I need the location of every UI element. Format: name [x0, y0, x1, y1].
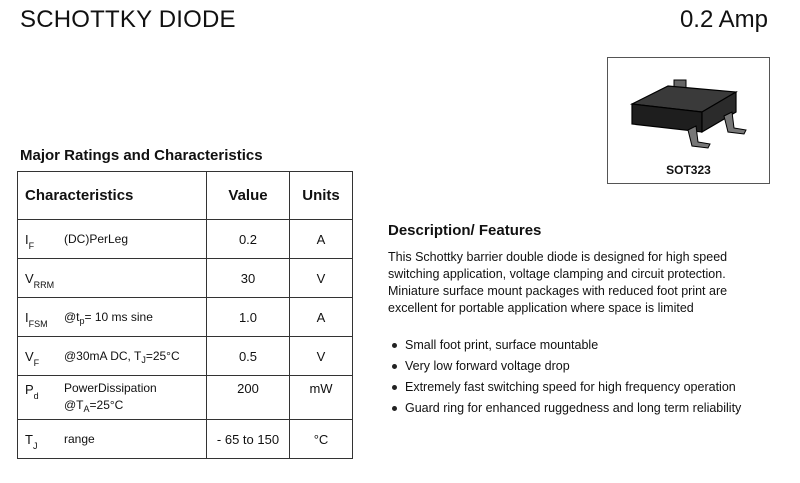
characteristic-cell	[18, 420, 207, 459]
parameter-condition: (DC)PerLeg	[64, 232, 129, 246]
table-row	[18, 420, 353, 459]
value-cell: 0.5	[207, 337, 290, 376]
value-cell: - 65 to 150	[207, 420, 290, 459]
list-item: Guard ring for enhanced ruggedness and long term reliability	[392, 401, 782, 416]
parameter-condition: range	[64, 432, 95, 446]
unit-cell: A	[290, 298, 353, 337]
characteristic-cell	[18, 376, 207, 420]
characteristic-cell	[18, 220, 207, 259]
bullet-icon	[392, 343, 397, 348]
list-item: Very low forward voltage drop	[392, 359, 782, 374]
characteristic-cell	[18, 259, 207, 298]
parameter-symbol: $I_F$	[25, 232, 35, 251]
unit-cell: A	[290, 220, 353, 259]
parameter-symbol: $I_{FSM}$	[25, 310, 48, 329]
package-label: SOT323	[666, 163, 711, 177]
value-cell: 1.0	[207, 298, 290, 337]
column-header-value: Value	[207, 172, 290, 220]
table-header-row	[18, 172, 353, 220]
table-row	[18, 376, 353, 420]
parameter-symbol: $V_{RRM}$	[25, 271, 55, 290]
value-cell: 30	[207, 259, 290, 298]
description-title: Description/ Features	[388, 222, 542, 239]
unit-cell: V	[290, 337, 353, 376]
unit-cell: °C	[290, 420, 353, 459]
value-cell: 0.2	[207, 220, 290, 259]
unit-cell: mW	[290, 376, 353, 420]
table-row	[18, 298, 353, 337]
parameter-symbol: $P_d$	[25, 382, 39, 401]
parameter-condition: $@t_p= 10$ ms sine	[64, 310, 153, 326]
list-item: Extremely fast switching speed for high frequency operation	[392, 380, 782, 395]
features-list	[392, 338, 782, 422]
current-rating: 0.2 Amp	[679, 6, 768, 33]
bullet-icon	[392, 406, 397, 411]
column-header-characteristics: Characteristics	[18, 172, 207, 220]
unit-cell: V	[290, 259, 353, 298]
sot323-package-image	[618, 66, 758, 158]
characteristic-cell	[18, 298, 207, 337]
list-item: Small foot print, surface mountable	[392, 338, 782, 353]
column-header-units: Units	[290, 172, 353, 220]
table-row	[18, 337, 353, 376]
parameter-condition: PowerDissipation $@T_A=25^\circ C$	[64, 381, 157, 414]
value-cell: 200	[207, 376, 290, 420]
table-row	[18, 259, 353, 298]
parameter-condition: @30mA DC, $T_J=25^\circ C$	[64, 349, 180, 365]
characteristic-cell	[18, 337, 207, 376]
parameter-symbol: $T_J$	[25, 432, 38, 451]
ratings-table	[17, 171, 353, 459]
ratings-title: Major Ratings and Characteristics	[20, 147, 263, 164]
bullet-icon	[392, 364, 397, 369]
bullet-icon	[392, 385, 397, 390]
description-text: This Schottky barrier double diode is designed for high speed switching application, voltage clamping and circuit protection. Miniature surface mount packages with reduced foot print are excellent for portable application where space is limited	[388, 250, 728, 315]
parameter-symbol: $V_F$	[25, 349, 40, 368]
package-figure	[607, 57, 770, 184]
page-title: SCHOTTKY DIODE	[20, 6, 236, 33]
table-row	[18, 220, 353, 259]
